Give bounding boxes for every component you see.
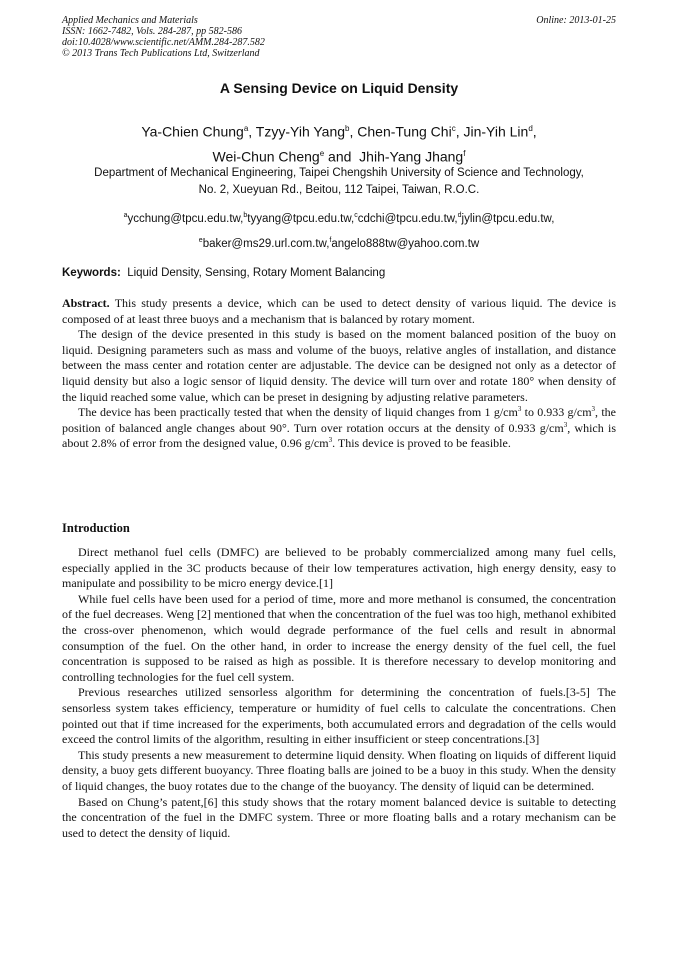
- intro-paragraph-3: Previous researches utilized sensorless algorithm for determining the concentration of fuels.[3-5] The sensorless system takes efficiency, temperature or humidity of fuel cells to calculate the concentrations. Chen pointed out that if time increased for the experiments, both accumulated errors and degradation of the cells would exceed the control limits of the algorithm, resulting in either insufficient or steep concentrations.[3]: [62, 685, 616, 747]
- email-mark: f: [329, 236, 332, 244]
- email-link[interactable]: tyyang@tpcu.edu.tw,: [247, 212, 355, 225]
- email-link[interactable]: angelo888tw@yahoo.com.tw: [331, 237, 480, 250]
- abstract-text: , the position of balanced angle changes about 90°. Turn over rotation occurs at the density of 0.933 g/cm: [62, 405, 616, 435]
- email-list: [62, 205, 616, 255]
- abstract-text: This study presents a device, which can be used to detect density of various liquid. The device is composed of at least three buoys and a mechanism that is balanced by rotary moment.: [62, 296, 616, 326]
- author-list: [62, 118, 616, 167]
- email-link[interactable]: jylin@tpcu.edu.tw,: [461, 212, 555, 225]
- author-mark: c: [451, 124, 456, 133]
- doi-line: doi:10.4028/www.scientific.net/AMM.284-287.582: [62, 37, 265, 48]
- intro-paragraph-4: This study presents a new measurement to determine liquid density. When floating on liquids of different liquid density, a buoy gets different buoyancy. Three floating balls are joined to be a buoy in this study. When the density of liquid changes, the buoy rotates due to the change of the buoyancy. The density of liquid can be determined.: [62, 747, 616, 793]
- introduction-body: [62, 545, 616, 841]
- email-link[interactable]: baker@ms29.url.com.tw,: [202, 237, 330, 250]
- email-mark: c: [354, 212, 358, 219]
- intro-paragraph-1: Direct methanol fuel cells (DMFC) are believed to be probably commercialized among many fuel cells, especially applied in the 3C products because of their low temperatures activation, high energy density, easy to manipulate and possibility to be micro energy device.[1]: [62, 545, 616, 591]
- abstract-paragraph-3: [62, 405, 616, 452]
- running-header: [62, 15, 616, 59]
- abstract-label: Abstract.: [62, 296, 110, 310]
- author-mark: e: [319, 148, 325, 158]
- email-mark: a: [123, 212, 128, 219]
- intro-paragraph-2: While fuel cells have been used for a period of time, more and more methanol is consumed, the concentration of the fuel decreases. Weng [2] mentioned that when the concentration of the fuel was too high, methanol exhibited the cross-over phenomenon, which would degrade performance of the fuel cells and result in abnormal consumption of the fuel. On the other hand, in order to increase the energy density of the fuel cell, the fuel concentration is supposed to be raised as high as possible. It is therefore necessary to develop monitoring and controlling technologies for the fuel cell system.: [62, 591, 616, 684]
- author-mark: a: [243, 124, 249, 133]
- author-name: Jhih-Yang Jhang: [359, 148, 464, 165]
- abstract-text: The device has been practically tested that when the density of liquid changes from 1 g/cm: [78, 405, 518, 420]
- author-name: Chen-Tung Chi: [357, 123, 452, 140]
- author-mark: f: [463, 148, 466, 158]
- copyright-line: © 2013 Trans Tech Publications Ltd, Switzerland: [62, 48, 260, 59]
- author-name: Jin-Yih Lin: [463, 123, 529, 140]
- author-line-1: Ya-Chien Chung$^a$, Tzyy-Yih Yang$^b$, Chen-Tung Chi$^c$, Jin-Yih Lin$^d$,: [141, 123, 537, 140]
- online-date: Online: 2013-01-25: [536, 15, 616, 26]
- author-mark: b: [345, 124, 350, 133]
- affiliation: [62, 165, 616, 199]
- abstract-text: . This device is proved to be feasible.: [332, 436, 511, 451]
- email-line-2: [62, 230, 616, 255]
- email-link[interactable]: cdchi@tpcu.edu.tw,: [357, 212, 458, 225]
- author-mark: d: [528, 124, 533, 133]
- superscript: 3: [591, 405, 596, 414]
- email-mark: d: [457, 212, 462, 219]
- email-mark: e: [198, 236, 203, 244]
- author-name: Tzyy-Yih Yang: [255, 123, 346, 140]
- superscript: 3: [563, 420, 568, 429]
- affiliation-line-2: No. 2, Xueyuan Rd., Beitou, 112 Taipei, Taiwan, R.O.C.: [198, 184, 480, 196]
- author-name: Ya-Chien Chung: [141, 123, 244, 140]
- keywords: [62, 267, 616, 279]
- journal-name: Applied Mechanics and Materials: [62, 15, 198, 26]
- paper-title: A Sensing Device on Liquid Density: [219, 80, 459, 96]
- abstract-text: to 0.933 g/cm: [521, 405, 592, 420]
- email-mark: b: [243, 212, 248, 219]
- author-line-2: Wei-Chun Cheng$^e$ and Jhih-Yang Jhang$^f$: [212, 148, 466, 165]
- author-name: Wei-Chun Cheng: [212, 148, 320, 165]
- abstract-paragraph-2: The design of the device presented in this study is based on the moment balanced position of the buoy on liquid. Designing parameters such as mass and volume of the buoys, relative angles of installation, and distance between the mass center and rotation center are adjustable. The device can be designed not only as a detector of liquid density but also a logic sensor of liquid density. The device will turn over and rotate 180° when density of the liquid reached some value, which can be preset in designing by adjusting relative parameters.: [62, 327, 616, 404]
- superscript: 3: [328, 436, 333, 445]
- keywords-text: Liquid Density, Sensing, Rotary Moment Balancing: [127, 267, 386, 279]
- abstract-paragraph-1: [62, 296, 616, 327]
- keywords-label: Keywords:: [62, 267, 121, 279]
- section-heading-introduction: Introduction: [62, 521, 130, 535]
- email-link[interactable]: ycchung@tpcu.edu.tw,: [127, 212, 244, 225]
- superscript: 3: [517, 405, 522, 414]
- abstract-text: , which is about 2.8% of error from the designed value, 0.96 g/cm: [62, 420, 616, 451]
- intro-paragraph-5: Based on Chung’s patent,[6] this study shows that the rotary moment balanced device is suitable to detecting the concentration of the fuel in the DMFC system. Three or more floating balls and a rotary mechanism can be used to detect the density of liquid.: [62, 794, 616, 840]
- affiliation-line-1: Department of Mechanical Engineering, Taipei Chengshih University of Science and Technology,: [94, 167, 584, 179]
- abstract: [62, 296, 616, 452]
- issn-line: ISSN: 1662-7482, Vols. 284-287, pp 582-586: [62, 26, 242, 37]
- email-line-1: [62, 205, 616, 230]
